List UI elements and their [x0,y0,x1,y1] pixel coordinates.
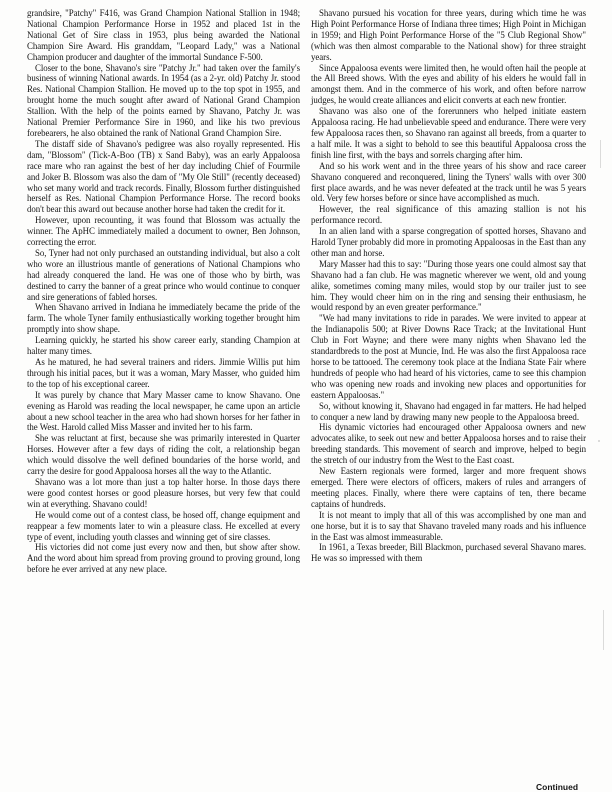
paragraph: Shavano pursued his vocation for three years, during which time he was High Point Performance Horse of Indiana three times; High Point in Michigan in 1959; and High Point Performance Horse of the "5 Club Regional Show" (which was then almost comparable to the National show) for three straight years. [311,8,586,62]
scan-artifact [598,440,600,442]
continued-label: Continued [536,782,579,792]
right-text-column [311,8,586,564]
paragraph: And so his work went and in the three years of his show and race career Shavano conquered and reconquered, lining the Tyners' walls with over 300 first place awards, and he was never defeated at the track until he was 5 years old. Very few horses before or since have accomplished as much. [311,160,586,204]
paragraph: It was purely by chance that Mary Masser came to know Shavano. One evening as Harold was reading the local newspaper, he came upon an article about a new school teacher in the area who had shown horses for her father in the West. Harold called Miss Masser and invited her to his farm. [27,389,300,433]
paragraph: She was reluctant at first, because she was primarily interested in Quarter Horses. However after a few days of riding the colt, a relationship began which would dissolve the well defined boundaries of the horse world, and carry the desire for good Appaloosa horses all the way to the Atlantic. [27,433,300,477]
paragraph: Learning quickly, he started his show career early, standing Champion at halter many times. [27,335,300,357]
left-text-column [27,8,300,575]
paragraph: Shavano was also one of the forerunners who helped initiate eastern Appaloosa racing. He had unbelievable speed and endurance. There were very few Appaloosa races then, so Shavano ran against all breeds, from a quarter to a half mile. It was a sight to behold to see this beautiful Appaloosa cross the finish line first, with the bays and sorrels charging after him. [311,106,586,160]
scan-artifact [600,140,601,168]
paragraph: So, without knowing it, Shavano had engaged in far matters. He had helped to conquer a new land by drawing many new people to the Appaloosa breed. [311,400,586,422]
paragraph: Since Appaloosa events were limited then, he would often hail the people at the All Breed shows. With the eyes and ability of his elders he would fall in amongst them. And in the commerce of his work, and often before narrow judges, he would create alliances and elicit converts at each new frontier. [311,62,586,106]
paragraph: When Shavano arrived in Indiana he immediately became the pride of the farm. The whole Tyner family enthusiastically working together brought him promptly into show shape. [27,302,300,335]
paragraph: It is not meant to imply that all of this was accomplished by one man and one horse, but it is to say that Shavano traveled many roads and his influence in the East was almost immeasurable. [311,509,586,542]
paragraph: However, the real significance of this amazing stallion is not his performance record. [311,204,586,226]
paragraph: In 1961, a Texas breeder, Bill Blackmon, purchased several Shavano mares. He was so impressed with them [311,542,586,564]
paragraph: His victories did not come just every now and then, but show after show. And the word about him spread from proving ground to proving ground, long before he ever arrived at any new place. [27,542,300,575]
paragraph: New Eastern regionals were formed, larger and more frequent shows emerged. There were electors of officers, makers of rules and arrangers of meeting places. Finally, where there were captains of ten, there became captains of hundreds. [311,466,586,509]
paragraph: His dynamic victories had encouraged other Appaloosa owners and new advocates alike, to seek out new and better Appaloosa horses and to raise their breeding standards. This movement of search and improve, helped to begin the stretch of our industry from the West to the East coast. [311,422,586,466]
paragraph: The distaff side of Shavano's pedigree was also royally represented. His dam, "Blossom" (Tick-A-Boo (TB) x Sand Baby), was an early Appaloosa race mare who ran against the best of her day including Chief of Fourmile and Joker B. Blossom was also the dam of "My Ole Still" (recently deceased) who set many world and track records. Finally, Blossom further distinguished herself as Res. National Champion Performance Horse. The record books don't bear this award out because another horse had taken the credit for it. [27,138,300,215]
scan-artifact [603,610,604,650]
paragraph: So, Tyner had not only purchased an outstanding individual, but also a colt who wore an illustrious mantle of generations of National Champions who had already conquered the land. He was one of those who by birth, was destined to carry the banner of a great prince who would continue to conquer and sire generations of fabled horses. [27,247,300,302]
paragraph: Shavano was a lot more than just a top halter horse. In those days there were good contest horses or good pleasure horses, but very few that could win at everything. Shavano could! [27,476,300,509]
paragraph: He would come out of a contest class, be hosed off, change equipment and reappear a few moments later to win a pleasure class. He excelled at every type of event, including youth classes and winning get of sire classes. [27,509,300,542]
paragraph: Mary Masser had this to say: "During those years one could almost say that Shavano had a fan club. He was magnetic wherever we went, old and young alike, sometimes coming many miles, would stop by our trailer just to see him. They would cheer him on in the ring and sensing their enthusiasm, he would respond by an even greater performance." [311,258,586,313]
paragraph: Closer to the bone, Shavano's sire "Patchy Jr." had taken over the family's business of winning National awards. In 1954 (as a 2-yr. old) Patchy Jr. stood Res. National Champion Stallion. He moved up to the top spot in 1955, and brought home the much sought after award of National Grand Champion Stallion. With the help of the points earned by Shavano, Patchy Jr. was National Premier Performance Sire in 1960, and like his two previous forebearers, he also obtained the rank of National Grand Champion Sire. [27,62,300,138]
paragraph: However, upon recounting, it was found that Blossom was actually the winner. The ApHC immediately mailed a document to owner, Ben Johnson, correcting the error. [27,215,300,248]
paragraph: As he matured, he had several trainers and riders. Jimmie Willis put him through his initial paces, but it was a woman, Mary Masser, who guided him to the top of his exceptional career. [27,357,300,389]
paragraph: "We had many invitations to ride in parades. We were invited to appear at the Indianapolis 500; at River Downs Race Track; at the Invitational Hunt Club in Fort Wayne; and there were many nights when Shavano led the standardbreds to the post at Muncie, Ind. He was also the first Appaloosa race horse to be tattooed. The ceremony took place at the Indiana State Fair where hundreds of people who had heard of his victories, came to see this champion who was opening new roads and invoking new places and opportunities for eastern Appaloosas." [311,313,586,400]
paragraph: grandsire, "Patchy" F416, was Grand Champion National Stallion in 1948; National Champion Performance Horse in 1952 and placed 1st in the National Get of Sire class in 1953, plus being awarded the National Champion Sire Award. His granddam, "Leopard Lady," was a National Champion producer and daughter of the immortal Sundance F-500. [27,8,300,62]
paragraph: In an alien land with a sparse congregation of spotted horses, Shavano and Harold Tyner probably did more in promoting Appaloosas in the East than any other man and horse. [311,226,586,258]
